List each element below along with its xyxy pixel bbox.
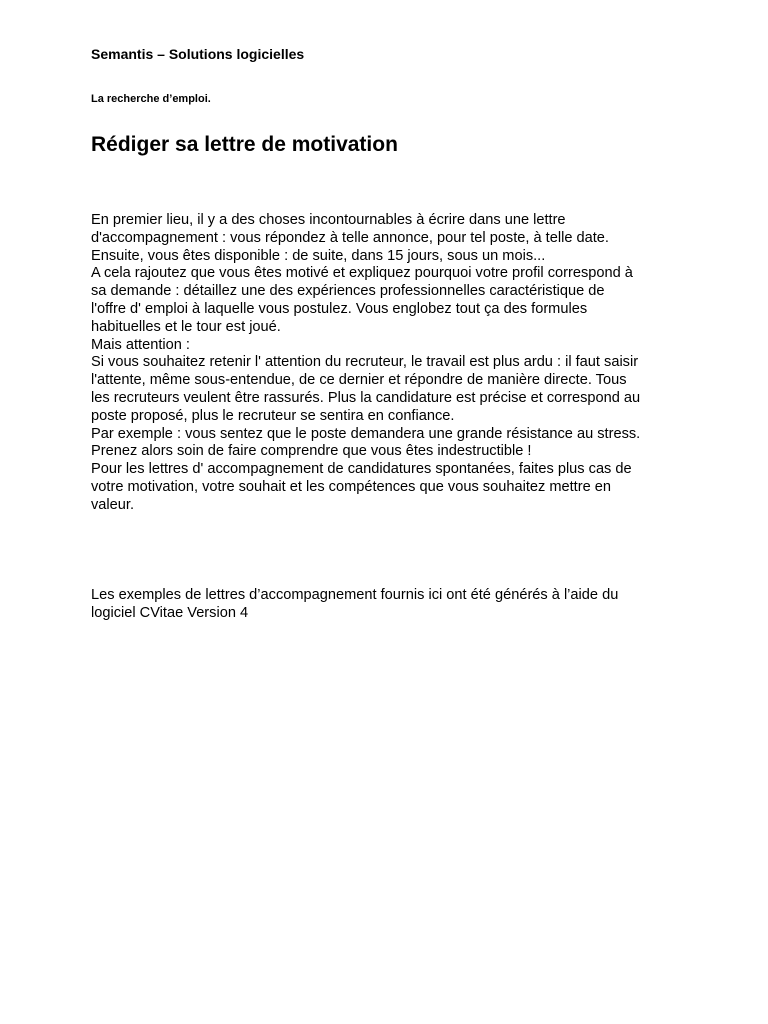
body-line: valeur. <box>91 496 134 513</box>
body-line: Si vous souhaitez retenir l' attention du recruteur, le travail est plus ardu : il faut saisir <box>91 354 639 371</box>
page-title: Rédiger sa lettre de motivation <box>91 133 398 156</box>
footer-note <box>91 587 691 623</box>
body-line: Par exemple : vous sentez que le poste demandera une grande résistance au stress. <box>91 425 641 442</box>
body-line: Pour les lettres d' accompagnement de candidatures spontanées, faites plus cas de <box>91 461 632 478</box>
body-line: sa demande : détaillez une des expériences professionnelles caractéristique de <box>91 283 605 300</box>
body-line: les recruteurs veulent être rassurés. Plus la candidature est précise et correspond au <box>91 389 641 406</box>
body-line: l'offre d' emploi à laquelle vous postulez. Vous englobez tout ça des formules <box>91 300 588 317</box>
body-line: Prenez alors soin de faire comprendre que vous êtes indestructible ! <box>91 443 532 460</box>
body-line: Ensuite, vous êtes disponible : de suite, dans 15 jours, sous un mois... <box>91 247 546 264</box>
body-line: poste proposé, plus le recruteur se sentira en confiance. <box>91 407 455 424</box>
body-line: votre motivation, votre souhait et les compétences que vous souhaitez mettre en <box>91 478 611 495</box>
document-page <box>91 0 691 1024</box>
body-line: d'accompagnement : vous répondez à telle annonce, pour tel poste, à telle date. <box>91 229 609 246</box>
footer-line: logiciel CVitae Version 4 <box>91 604 249 621</box>
company-header: Semantis – Solutions logicielles <box>91 46 305 62</box>
body-line: Mais attention : <box>91 336 190 353</box>
body-line: A cela rajoutez que vous êtes motivé et expliquez pourquoi votre profil correspond à <box>91 265 633 282</box>
body-line: habituelles et le tour est joué. <box>91 318 281 335</box>
footer-line: Les exemples de lettres d’accompagnement fournis ici ont été générés à l’aide du <box>91 587 619 603</box>
section-label: La recherche d’emploi. <box>91 93 211 105</box>
body-line: l'attente, même sous-entendue, de ce dernier et répondre de manière directe. Tous <box>91 372 627 389</box>
body-line: En premier lieu, il y a des choses incontournables à écrire dans une lettre <box>91 212 566 228</box>
body-paragraph <box>91 212 691 515</box>
